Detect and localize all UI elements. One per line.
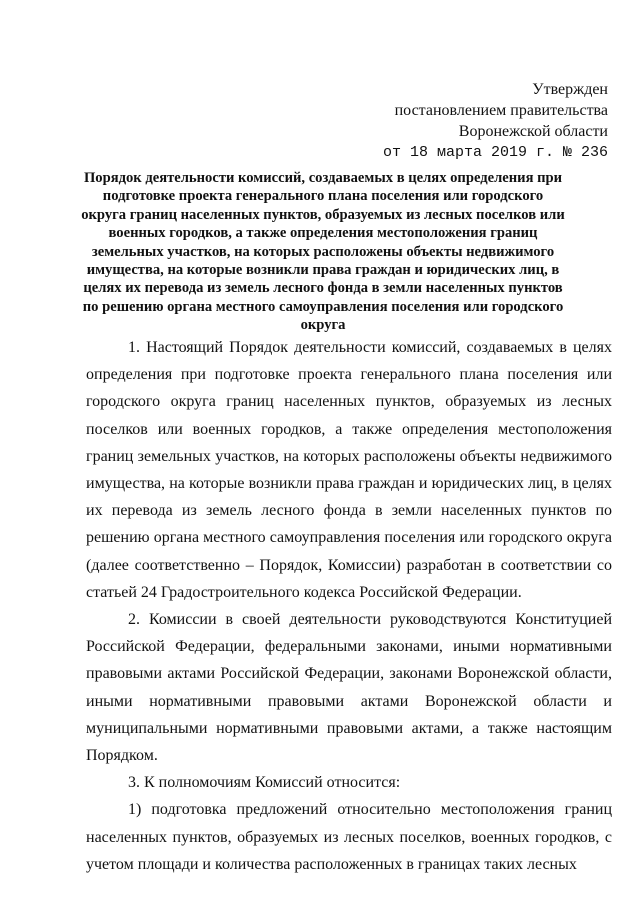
paragraph-1: 1. Настоящий Порядок деятельности комиссий, создаваемых в целях определения при подготовке проекта генерального плана поселения или городского округа границ населенных пунктов, образуемых из лесных поселков или военных городков, а также определения местоположения границ земельных участков, на которых расположены объекты недвижимого имущества, на которые возникли права граждан и юридических лиц, в целях их перевода из земель лесного фонда в земли населенных пунктов по решению органа местного самоуправления поселения или городского округа (далее соответственно – Порядок, Комиссии) разработан в соответствии со статьей 24 Градостроительного кодекса Российской Федерации. (86, 339, 612, 601)
approval-line-resolution: постановлением правительства (394, 102, 608, 119)
paragraph-4: 1) подготовка предложений относительно местоположения границ населенных пунктов, образуемых из лесных поселков, военных городков, с учетом площади и количества расположенных в границах таких лесных (86, 801, 612, 873)
paragraph-2: 2. Комиссии в своей деятельности руководствуются Конституцией Российской Федерации, федеральными законами, иными нормативными правовыми актами Российской Федерации, законами Воронежской области, иными нормативными правовыми актами Воронежской области и муниципальными нормативными правовыми актами, а также настоящим Порядком. (86, 611, 612, 765)
paragraph-3: 3. К полномочиям Комиссий относится: (128, 774, 401, 792)
document-body (86, 334, 612, 878)
document-title: Порядок деятельности комиссий, создаваемых в целях определения при подготовке проекта генерального плана поселения или городского округа границ населенных пунктов, образуемых из лесных поселков или военных городков, а также определения местоположения границ земельных участков, на которых расположены объекты недвижимого имущества, на которые возникли права граждан и юридических лиц, в целях их перевода из земель лесного фонда в земли населенных пунктов по решению органа местного самоуправления поселения или городского округа (81, 170, 565, 334)
approval-line-date-number: от 18 марта 2019 г. № 236 (382, 144, 608, 161)
approval-block (383, 79, 608, 163)
approval-line-approved: Утвержден (532, 81, 608, 98)
approval-line-region: Воронежской области (458, 123, 608, 140)
